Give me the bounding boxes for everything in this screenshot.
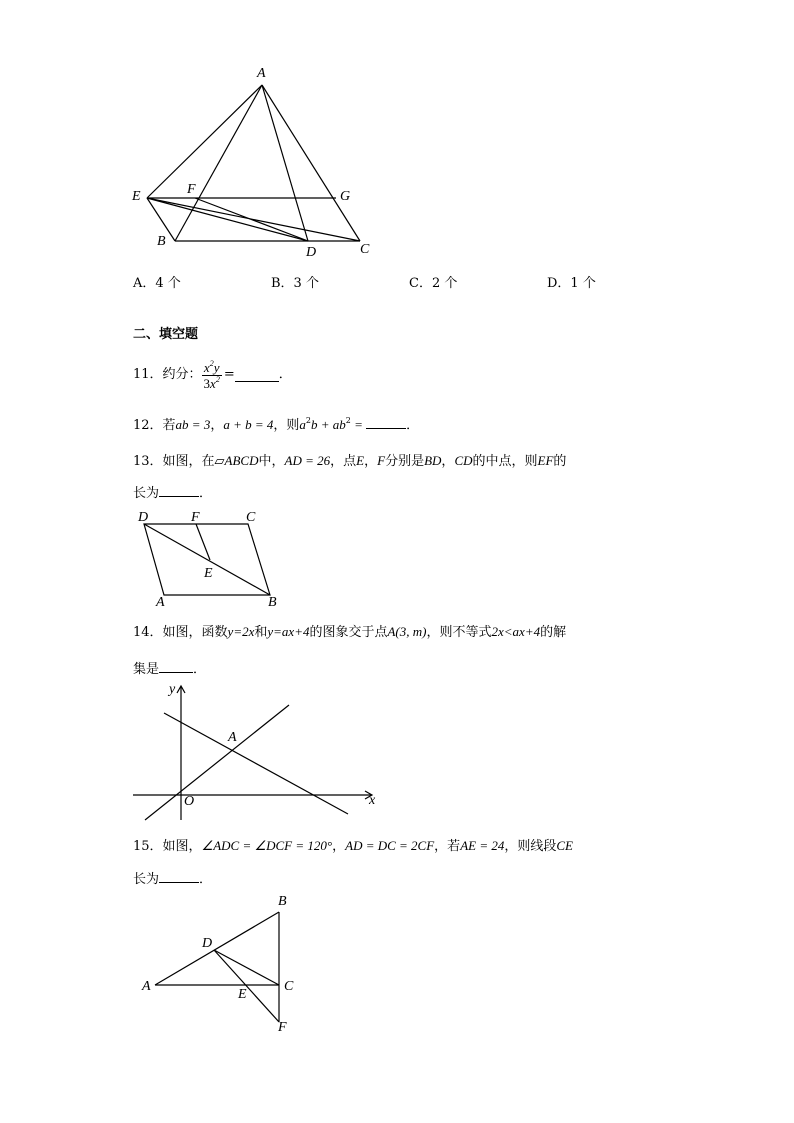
q14-answer-blank[interactable]	[159, 660, 193, 673]
segment-AE	[147, 85, 262, 198]
q11-prefix: 11．约分：	[133, 367, 202, 382]
question-11: 11．约分： $\frac{x^2y}{3x^2}$ = ．	[133, 358, 292, 391]
q13-label-F: F	[191, 510, 200, 525]
q15-label-D: D	[202, 936, 213, 951]
q13-label-C: C	[246, 510, 256, 525]
question-13-line1: 13．如图，在▱ABCD中，AD = 26，点E，F分别是BD，CD的中点，则EF的	[133, 453, 567, 469]
q11-answer-blank[interactable]	[235, 369, 279, 382]
label-E: E	[132, 189, 141, 204]
choice-d[interactable]: D．1 个	[547, 276, 596, 291]
q14-label-O: O	[184, 794, 195, 809]
choice-a[interactable]: A．4 个	[133, 276, 181, 291]
question-14-line1: 14．如图，函数y=2x和y=ax+4的图象交于点A(3, m)，则不等式2x<ax+4的解	[133, 624, 567, 640]
figure-q13	[135, 515, 285, 605]
q13-label-E: E	[204, 566, 213, 581]
q13-label-B: B	[268, 595, 277, 610]
q11-equals: =	[223, 367, 235, 382]
q14-label-y: y	[169, 682, 176, 697]
q15-label-B: B	[278, 894, 287, 909]
segment-DF	[214, 950, 279, 1022]
figure-q15	[150, 905, 290, 1030]
q15-answer-blank[interactable]	[159, 870, 199, 883]
label-F: F	[187, 182, 196, 197]
q13-answer-blank[interactable]	[159, 484, 199, 497]
question-12: 12．若ab = 3，a + b = 4，则$a^2b + ab^2$ = ．	[133, 416, 420, 433]
q15-label-C: C	[284, 979, 294, 994]
segment-FD	[195, 198, 308, 241]
line-y-2x	[145, 705, 289, 820]
q13-label-A: A	[156, 595, 165, 610]
choice-c[interactable]: C．2 个	[409, 276, 458, 291]
question-14-line2: 集是 ．	[133, 662, 207, 677]
segment-AD	[262, 85, 308, 241]
section-title: 二、填空题	[133, 327, 199, 342]
label-C: C	[360, 242, 370, 257]
q11-fraction: $\frac{x^2y}{3x^2}$	[203, 358, 220, 391]
q14-label-A: A	[228, 730, 237, 745]
label-G: G	[340, 189, 351, 204]
choice-b[interactable]: B．3 个	[271, 276, 319, 291]
label-A: A	[257, 66, 266, 81]
q12-answer-blank[interactable]	[366, 416, 406, 429]
label-B: B	[157, 234, 166, 249]
segment-AB	[155, 912, 279, 985]
question-13-line2: 长为 ．	[133, 486, 213, 501]
segment-AC	[262, 85, 360, 241]
segment-DC	[214, 950, 279, 985]
q13-label-D: D	[138, 510, 149, 525]
question-15-line1: 15．如图，∠ADC = ∠DCF = 120°，AD = DC = 2CF，若AE = 24，则线段CE	[133, 838, 573, 854]
q15-label-A: A	[142, 979, 151, 994]
label-D: D	[306, 245, 317, 260]
q14-label-x: x	[369, 793, 376, 808]
q15-label-F: F	[278, 1020, 287, 1035]
figure-q14	[128, 680, 380, 825]
question-15-line2: 长为 ．	[133, 872, 213, 887]
q15-label-E: E	[238, 987, 247, 1002]
